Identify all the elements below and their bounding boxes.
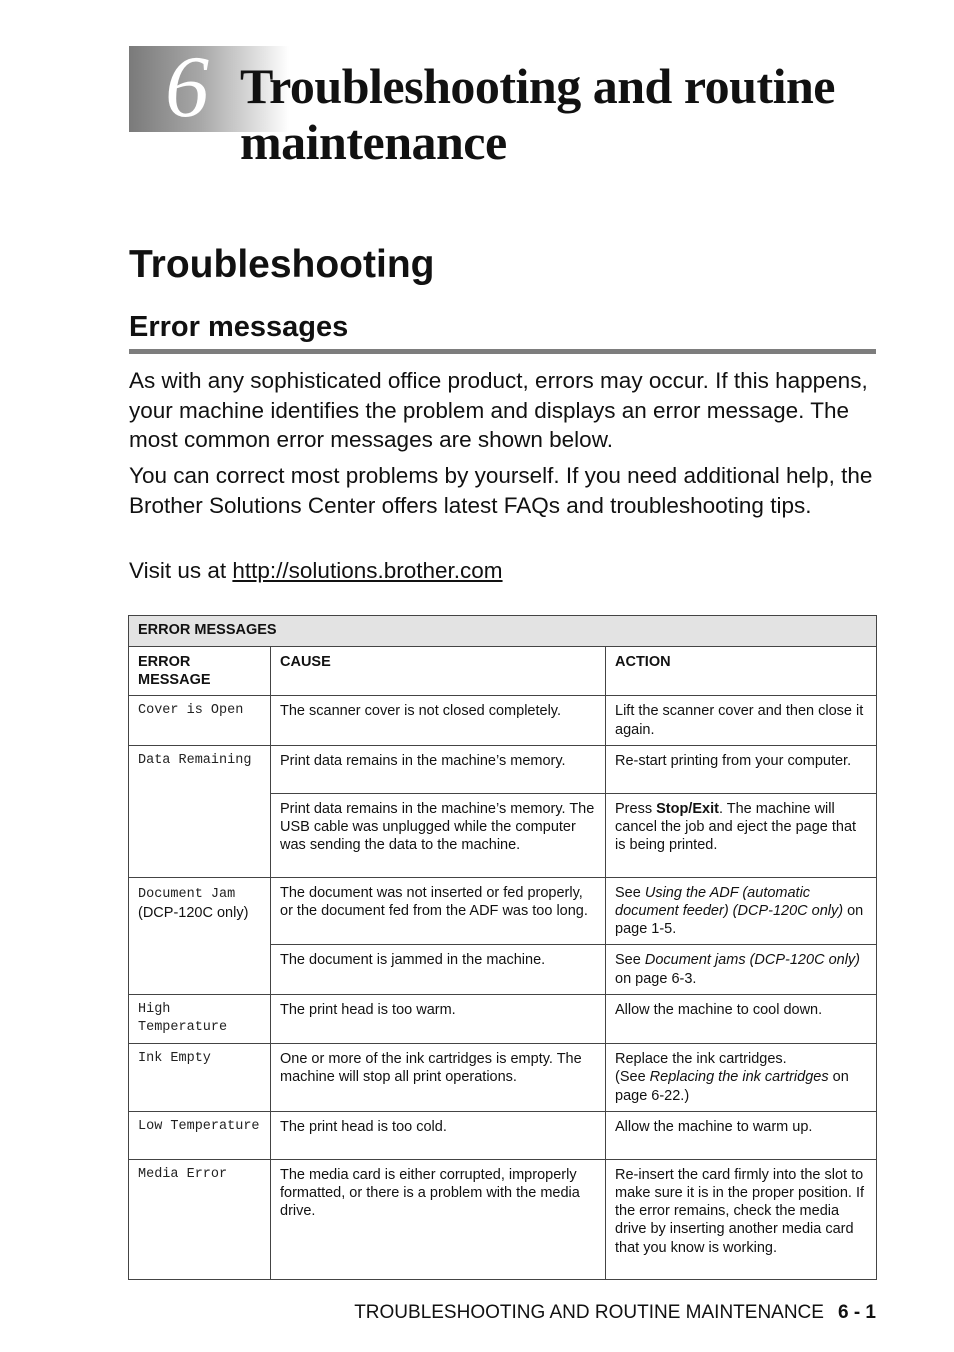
action-cell: Re-start printing from your computer. <box>606 745 877 793</box>
error-message-cell: Data Remaining <box>129 745 271 877</box>
action-cell <box>606 1044 877 1112</box>
action-text: (See <box>615 1069 650 1086</box>
table-row <box>129 745 877 793</box>
cross-reference: Replacing the ink cartridges <box>649 1069 829 1086</box>
action-cell <box>606 877 877 945</box>
cause-cell: One or more of the ink cartridges is empty. The machine will stop all print operations. <box>271 1044 606 1112</box>
cross-reference: Document jams (DCP-120C only) <box>644 952 860 969</box>
cause-cell: Print data remains in the machine’s memory. <box>271 745 606 793</box>
page-number: 6 - 1 <box>837 1302 876 1323</box>
error-message-cell: Cover is Open <box>129 696 271 745</box>
action-text: on page 6-22.) <box>615 1069 849 1104</box>
error-message-cell: Ink Empty <box>129 1044 271 1112</box>
action-cell <box>606 793 877 877</box>
model-note: (DCP-120C only) <box>138 905 249 922</box>
table-row <box>129 877 877 945</box>
table-row <box>129 994 877 1043</box>
cause-cell: The document is jammed in the machine. <box>271 945 606 994</box>
table-header-row <box>129 647 877 696</box>
header-error-message: ERROR MESSAGE <box>129 647 271 696</box>
cause-cell: The print head is too warm. <box>271 994 606 1043</box>
cause-cell: Print data remains in the machine’s memory. The USB cable was unplugged while the computer was sending the data to the machine. <box>271 793 606 877</box>
error-code: Document Jam <box>138 886 236 902</box>
chapter-number: 6 <box>165 39 209 136</box>
error-messages-table <box>128 615 877 1280</box>
cross-reference: Using the ADF (automatic document feeder) (DCP-120C only) <box>615 884 844 920</box>
table-row <box>129 696 877 745</box>
table-title: ERROR MESSAGES <box>129 616 877 647</box>
action-cell: Allow the machine to warm up. <box>606 1111 877 1159</box>
subsection-title: Error messages <box>129 311 349 343</box>
solutions-link[interactable]: http://solutions.brother.com <box>232 558 503 583</box>
action-text: on page 1-5. <box>615 903 864 938</box>
header-cause: CAUSE <box>271 647 606 696</box>
stop-exit-key: Stop/Exit <box>656 800 719 817</box>
cause-cell: The media card is either corrupted, improperly formatted, or there is a problem with the media drive. <box>271 1159 606 1279</box>
table-row <box>129 1044 877 1112</box>
cause-cell: The print head is too cold. <box>271 1111 606 1159</box>
intro-paragraph: As with any sophisticated office product, errors may occur. If this happens, your machine identifies the problem and displays an error message. The most common error messages are shown below. <box>129 368 868 452</box>
action-text: on page 6-3. <box>615 970 697 987</box>
visit-paragraph <box>129 556 889 586</box>
action-text: See <box>615 884 645 901</box>
error-message-cell <box>129 877 271 994</box>
table-row <box>129 1159 877 1279</box>
footer-chapter-title: TROUBLESHOOTING AND ROUTINE MAINTENANCE <box>354 1302 824 1323</box>
error-message-cell: High Temperature <box>129 994 271 1043</box>
action-text: Press <box>615 800 657 817</box>
action-cell: Re-insert the card firmly into the slot to make sure it is in the proper position. If the error remains, check the media drive by inserting another media card that you know is working. <box>606 1159 877 1279</box>
header-action: ACTION <box>606 647 877 696</box>
error-message-cell: Media Error <box>129 1159 271 1279</box>
error-message-cell: Low Temperature <box>129 1111 271 1159</box>
page-footer <box>354 1300 876 1326</box>
visit-prefix: Visit us at <box>129 558 233 583</box>
cause-cell: The document was not inserted or fed properly, or the document fed from the ADF was too long. <box>271 877 606 945</box>
help-paragraph: You can correct most problems by yourself. If you need additional help, the Brother Solutions Center offers latest FAQs and troubleshooting tips. <box>129 463 873 518</box>
action-cell <box>606 945 877 994</box>
action-text: . The machine will cancel the job and eject the page that is being printed. <box>615 800 857 854</box>
action-cell: Allow the machine to cool down. <box>606 994 877 1043</box>
chapter-title: Troubleshooting and routine maintenance <box>240 58 835 170</box>
action-text: Replace the ink cartridges. <box>615 1051 787 1068</box>
section-title: Troubleshooting <box>129 243 435 286</box>
section-divider <box>129 349 876 354</box>
action-text: See <box>615 952 645 969</box>
action-cell: Lift the scanner cover and then close it again. <box>606 696 877 745</box>
cause-cell: The scanner cover is not closed completely. <box>271 696 606 745</box>
table-row <box>129 1111 877 1159</box>
